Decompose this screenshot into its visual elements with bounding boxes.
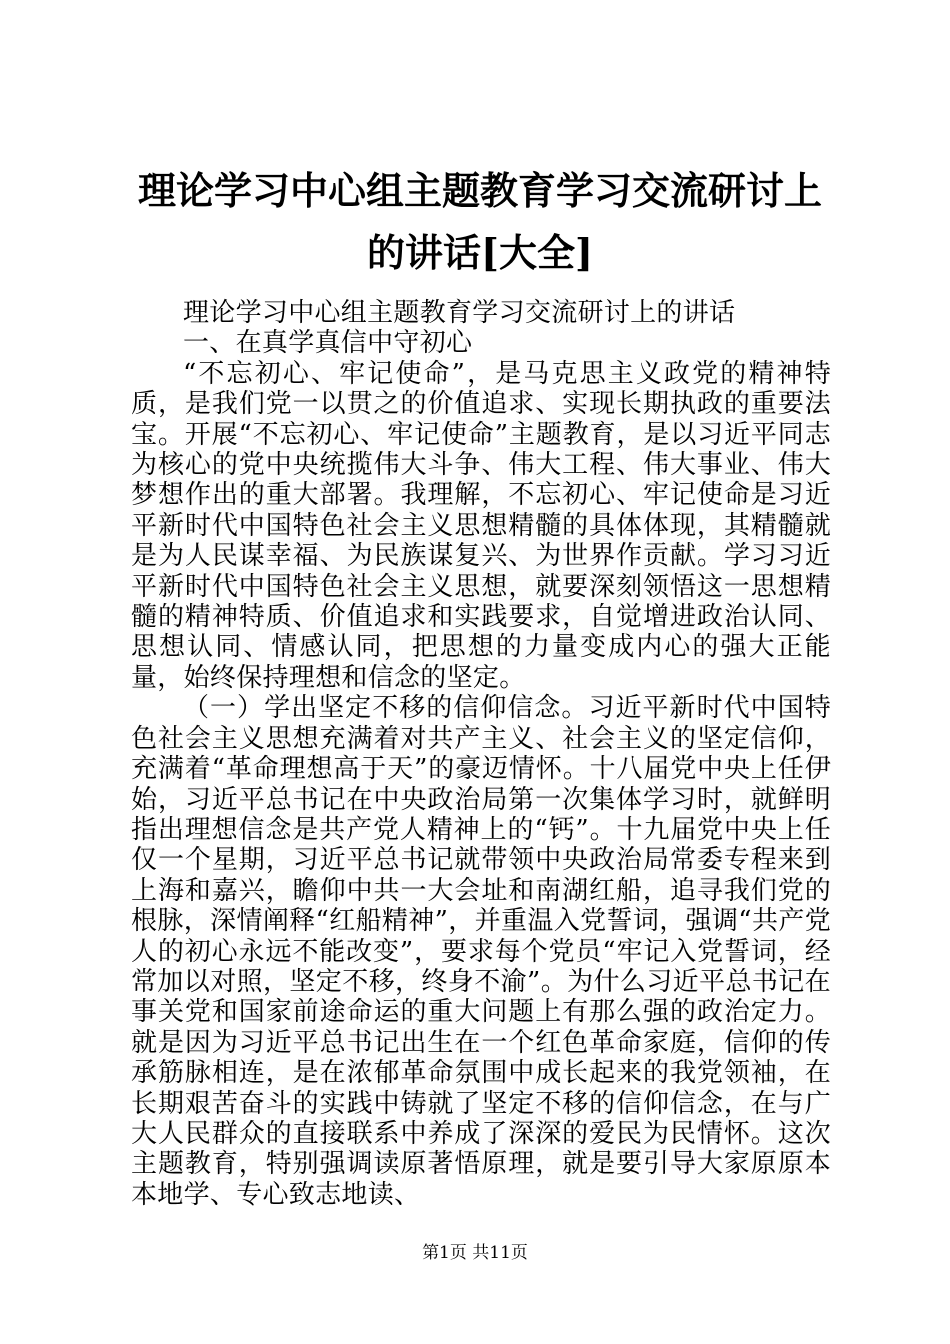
document-body xyxy=(131,298,831,1210)
document-title: 理论学习中心组主题教育学习交流研讨上的讲话[大全] xyxy=(137,168,822,275)
page-footer: 第1页 共11页 xyxy=(422,1243,528,1263)
section-heading: 一、在真学真信中守初心 xyxy=(183,328,473,359)
paragraph: （一）学出坚定不移的信仰信念。习近平新时代中国特色社会主义思想充满着对共产主义、社会主义的坚定信仰，充满着“革命理想高于天”的豪迈情怀。十八届党中央上任伊始，习近平总书记在中央政治局第一次集体学习时，就鲜明指出理想信念是共产党人精神上的“钙”。十九届党中央上任仅一个星期，习近平总书记就带领中央政治局常委专程来到上海和嘉兴，瞻仰中共一大会址和南湖红船，追寻我们党的根脉，深情阐释“红船精神”，并重温入党誓词，强调“共产党人的初心永远不能改变”，要求每个党员“牢记入党誓词，经常加以对照，坚定不移，终身不渝”。为什么习近平总书记在事关党和国家前途命运的重大问题上有那么强的政治定力。就是因为习近平总书记出生在一个红色革命家庭，信仰的传承筋脉相连，是在浓郁革命氛围中成长起来的我党领袖，在长期艰苦奋斗的实践中铸就了坚定不移的信仰信念，在与广大人民群众的直接联系中养成了深深的爱民为民情怀。这次主题教育，特别强调读原著悟原理，就是要引导大家原原本本地学、专心致志地读、 xyxy=(131,693,831,1210)
document-subtitle: 理论学习中心组主题教育学习交流研讨上的讲话 xyxy=(183,298,736,328)
paragraph: “不忘初心、牢记使命”，是马克思主义政党的精神特质，是我们党一以贯之的价值追求、实现长期执政的重要法宝。开展“不忘初心、牢记使命”主题教育，是以习近平同志为核心的党中央统揽伟大斗争、伟大工程、伟大事业、伟大梦想作出的重大部署。我理解，不忘初心、牢记使命是习近平新时代中国特色社会主义思想精髓的具体体现，其精髓就是为人民谋幸福、为民族谋复兴、为世界作贡献。学习习近平新时代中国特色社会主义思想，就要深刻领悟这一思想精髓的精神特质、价值追求和实践要求，自觉增进政治认同、思想认同、情感认同，把思想的力量变成内心的强大正能量，始终保持理想和信念的坚定。 xyxy=(131,358,831,693)
